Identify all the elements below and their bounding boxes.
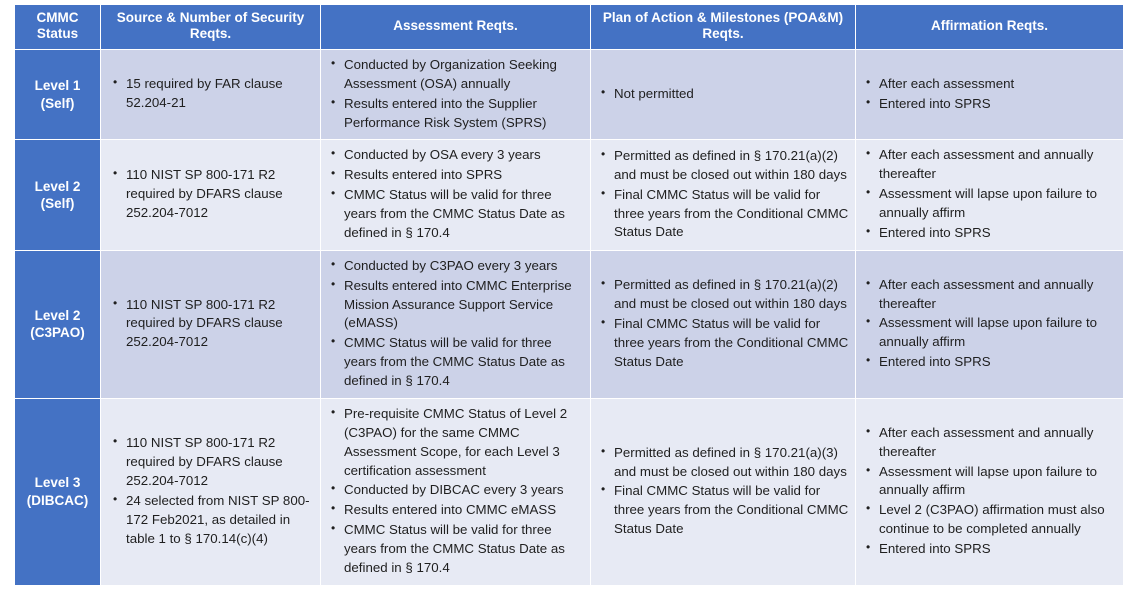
list-item: • Conducted by C3PAO every 3 years <box>327 257 586 276</box>
row-header-line-2: (Self) <box>40 196 75 212</box>
cell-affirmation-level-1 <box>856 49 1124 140</box>
cell-assessment-level-2-self <box>321 140 591 250</box>
list-item: • CMMC Status will be valid for three years from the CMMC Status Date as defined in § 170.4 <box>327 334 586 391</box>
row-header-line-2: (DIBCAC) <box>26 492 89 508</box>
row-header-level-2-c3pao <box>15 250 101 398</box>
list-item: • Results entered into CMMC eMASS <box>327 501 586 520</box>
list-item: • Results entered into SPRS <box>327 166 586 185</box>
bullet-list <box>109 296 316 353</box>
bullet-list <box>327 146 586 242</box>
table-row <box>15 49 1124 140</box>
bullet-list <box>327 56 586 133</box>
bullet-list <box>109 166 316 223</box>
list-item: • 110 NIST SP 800-171 R2 required by DFARS clause 252.204-7012 <box>109 166 316 223</box>
cell-poam-level-1 <box>591 49 856 140</box>
cell-affirmation-level-3 <box>856 398 1124 585</box>
list-item: • 110 NIST SP 800-171 R2 required by DFARS clause 252.204-7012 <box>109 434 316 491</box>
cell-source-level-2-c3pao <box>101 250 321 398</box>
list-item: • Final CMMC Status will be valid for three years from the Conditional CMMC Status Date <box>597 482 851 539</box>
list-item: • Entered into SPRS <box>862 353 1119 372</box>
cell-poam-level-2-c3pao <box>591 250 856 398</box>
bullet-list <box>862 75 1119 114</box>
row-header-level-1-self <box>15 49 101 140</box>
list-item: • Conducted by OSA every 3 years <box>327 146 586 165</box>
bullet-list <box>862 276 1119 372</box>
column-header-assessment-reqts: Assessment Reqts. <box>321 5 591 50</box>
table-row <box>15 398 1124 585</box>
list-item: • Entered into SPRS <box>862 95 1119 114</box>
row-header-line-1: Level 2 <box>34 307 81 323</box>
list-item: • Conducted by DIBCAC every 3 years <box>327 481 586 500</box>
column-header-affirmation-reqts: Affirmation Reqts. <box>856 5 1124 50</box>
bullet-list <box>327 405 586 578</box>
list-item: • CMMC Status will be valid for three years from the CMMC Status Date as defined in § 170.4 <box>327 186 586 243</box>
list-item: • Not permitted <box>597 85 851 104</box>
bullet-list <box>597 85 851 104</box>
row-header-line-1: Level 3 <box>34 475 81 491</box>
column-header-poam-reqts: Plan of Action & Milestones (POA&M) Reqts. <box>591 5 856 50</box>
list-item: • Entered into SPRS <box>862 224 1119 243</box>
row-header-level-2-self <box>15 140 101 250</box>
column-header-source-number-security-reqts: Source & Number of Security Reqts. <box>101 5 321 50</box>
bullet-list <box>109 75 316 113</box>
list-item: • 24 selected from NIST SP 800-172 Feb2021, as detailed in table 1 to § 170.14(c)(4) <box>109 492 316 549</box>
table-row <box>15 250 1124 398</box>
list-item: • Conducted by Organization Seeking Assessment (OSA) annually <box>327 56 586 94</box>
list-item: • Assessment will lapse upon failure to annually affirm <box>862 185 1119 223</box>
list-item: • 15 required by FAR clause 52.204-21 <box>109 75 316 113</box>
list-item: • Results entered into the Supplier Performance Risk System (SPRS) <box>327 95 586 133</box>
row-header-line-2: (C3PAO) <box>30 325 85 341</box>
cell-source-level-1 <box>101 49 321 140</box>
list-item: • Results entered into CMMC Enterprise Mission Assurance Support Service (eMASS) <box>327 277 586 334</box>
table-row <box>15 140 1124 250</box>
bullet-list <box>109 434 316 548</box>
bullet-list <box>597 147 851 242</box>
table-body <box>15 49 1124 585</box>
cmmc-requirements-table <box>14 4 1124 586</box>
list-item: • Assessment will lapse upon failure to annually affirm <box>862 463 1119 501</box>
row-header-line-2: (Self) <box>40 95 75 111</box>
bullet-list <box>597 276 851 371</box>
cell-assessment-level-3 <box>321 398 591 585</box>
bullet-list <box>862 424 1119 559</box>
list-item: • Permitted as defined in § 170.21(a)(2) and must be closed out within 180 days <box>597 147 851 185</box>
cell-source-level-2-self <box>101 140 321 250</box>
list-item: • Pre-requisite CMMC Status of Level 2 (C3PAO) for the same CMMC Assessment Scope, for each Level 3 certification assessment <box>327 405 586 481</box>
list-item: • Entered into SPRS <box>862 540 1119 559</box>
cell-affirmation-level-2-self <box>856 140 1124 250</box>
cell-poam-level-2-self <box>591 140 856 250</box>
list-item: • After each assessment and annually thereafter <box>862 146 1119 184</box>
bullet-list <box>862 146 1119 242</box>
list-item: • After each assessment <box>862 75 1119 94</box>
list-item: • After each assessment and annually thereafter <box>862 276 1119 314</box>
bullet-list <box>597 444 851 539</box>
cell-source-level-3 <box>101 398 321 585</box>
list-item: • Assessment will lapse upon failure to annually affirm <box>862 314 1119 352</box>
cell-assessment-level-2-c3pao <box>321 250 591 398</box>
row-header-line-1: Level 1 <box>34 78 81 94</box>
list-item: • Final CMMC Status will be valid for three years from the Conditional CMMC Status Date <box>597 186 851 243</box>
column-header-cmmc-status: CMMC Status <box>15 5 101 50</box>
cell-assessment-level-1 <box>321 49 591 140</box>
list-item: • Final CMMC Status will be valid for three years from the Conditional CMMC Status Date <box>597 315 851 372</box>
list-item: • Permitted as defined in § 170.21(a)(2) and must be closed out within 180 days <box>597 276 851 314</box>
table-header <box>15 5 1124 50</box>
list-item: • Level 2 (C3PAO) affirmation must also continue to be completed annually <box>862 501 1119 539</box>
list-item: • CMMC Status will be valid for three years from the CMMC Status Date as defined in § 170.4 <box>327 521 586 578</box>
table-header-row <box>15 5 1124 50</box>
cmmc-requirements-table-container <box>14 4 1123 586</box>
bullet-list <box>327 257 586 391</box>
row-header-line-1: Level 2 <box>34 178 81 194</box>
list-item: • 110 NIST SP 800-171 R2 required by DFARS clause 252.204-7012 <box>109 296 316 353</box>
row-header-level-3-dibcac <box>15 398 101 585</box>
list-item: • After each assessment and annually thereafter <box>862 424 1119 462</box>
cell-affirmation-level-2-c3pao <box>856 250 1124 398</box>
list-item: • Permitted as defined in § 170.21(a)(3) and must be closed out within 180 days <box>597 444 851 482</box>
cell-poam-level-3 <box>591 398 856 585</box>
